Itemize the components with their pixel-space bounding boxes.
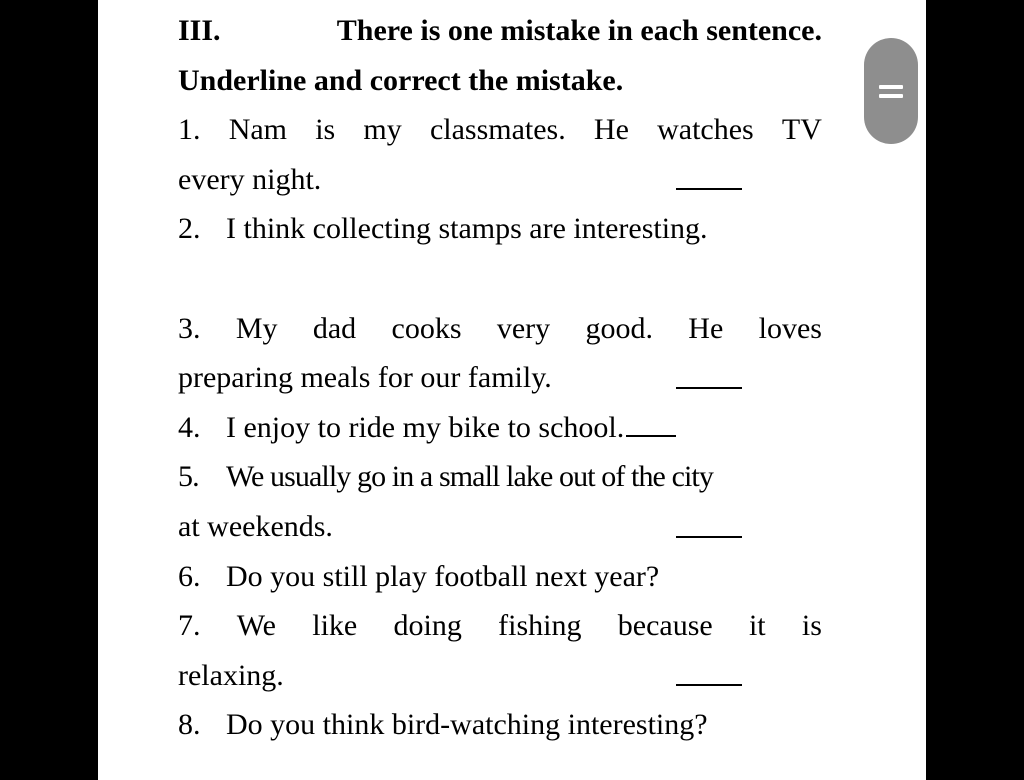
item-word: He [688,311,724,345]
item-1-line1 [178,105,822,155]
item-1-line2 [178,155,822,205]
item-text: Do you still play football next year? [226,559,660,593]
answer-blank[interactable] [676,684,742,686]
item-3-line2 [178,353,822,403]
item-number: 2. [178,212,201,246]
item-text: I enjoy to ride my bike to school. [226,410,625,444]
item-word: doing [393,609,462,643]
item-text: preparing meals for our family. [178,361,552,395]
item-word: is [801,609,822,643]
answer-blank[interactable] [676,188,742,190]
item-word: loves [758,311,822,345]
item-number: 7. [178,609,201,643]
item-word: my [363,113,402,147]
item-word: Nam [228,113,288,147]
item-text: relaxing. [178,658,284,692]
item-5-line1 [178,452,822,502]
exercise-instruction-line1: There is one mistake in each sentence. [336,14,822,47]
item-7-line1 [178,601,822,651]
item-number: 1. [178,113,201,147]
item-text: at weekends. [178,509,333,543]
item-number: 6. [178,559,201,593]
item-3-line1 [178,304,822,354]
answer-blank[interactable] [626,413,676,437]
item-4 [178,403,822,453]
item-word: good. [585,311,653,345]
handle-grip-line [879,94,903,98]
item-number: 3. [178,311,201,345]
item-word: is [315,113,336,147]
item-word: very [496,311,551,345]
item-word: My [235,311,278,345]
item-number: 8. [178,708,201,742]
item-text: Do you think bird-watching interesting? [226,708,708,742]
item-8 [178,700,822,750]
item-word: dad [312,311,357,345]
item-number: 4. [178,410,201,444]
scroll-handle-icon[interactable] [864,38,918,144]
handle-grip-line [879,85,903,89]
answer-blank[interactable] [676,387,742,389]
item-word: TV [781,113,822,147]
exercise-instruction-line2: Underline and correct the mistake. [178,63,624,97]
exercise-content [178,6,822,750]
item-word: classmates. [429,113,566,147]
item-6 [178,552,822,602]
item-word: We [236,609,276,643]
exercise-number: III. [178,14,221,47]
blank-space [178,254,822,304]
item-5-line2 [178,502,822,552]
answer-blank[interactable] [676,536,742,538]
item-text: I think collecting stamps are interesting. [226,212,708,246]
item-text: We usually go in a small lake out of the city [226,460,713,494]
item-word: He [593,113,629,147]
item-text: every night. [178,162,322,196]
item-word: watches [657,113,754,147]
item-word: fishing [498,609,582,643]
item-7-line2 [178,651,822,701]
item-word: cooks [391,311,462,345]
exercise-heading [178,6,822,56]
item-word: it [748,609,766,643]
item-2 [178,204,822,254]
item-word: like [312,609,358,643]
item-number: 5. [178,460,199,494]
item-word: because [617,609,713,643]
document-page [98,0,926,780]
